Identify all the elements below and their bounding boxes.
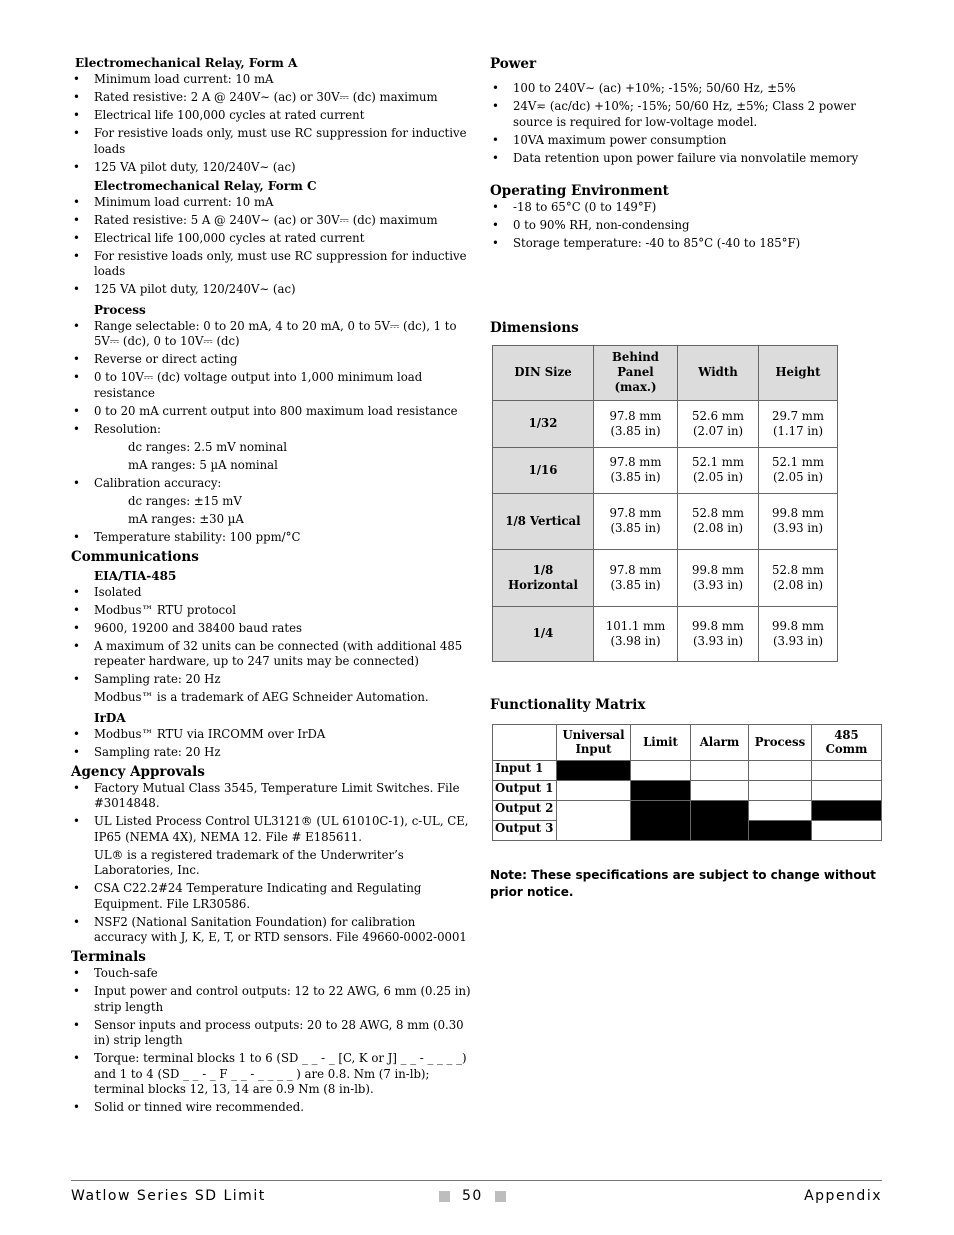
table-cell: 99.8 mm (3.93 in) xyxy=(759,606,838,661)
table-cell: 97.8 mm (3.85 in) xyxy=(594,400,678,447)
eia-list xyxy=(71,585,471,688)
footer-product-name: Watlow Series SD Limit xyxy=(71,1188,266,1204)
process-heading: Process xyxy=(94,302,146,317)
agency-heading: Agency Approvals xyxy=(71,763,205,780)
stability-list xyxy=(71,530,471,546)
list-item: • 9600, 19200 and 38400 baud rates xyxy=(71,621,471,637)
matrix-row xyxy=(493,760,882,780)
matrix-cell xyxy=(557,800,631,840)
list-item: • For resistive loads only, must use RC suppression for inductive loads xyxy=(71,126,471,157)
square-icon xyxy=(439,1191,450,1202)
list-item: • Modbus™ RTU via IRCOMM over IrDA xyxy=(71,727,471,743)
agency-list xyxy=(71,781,471,846)
matrix-cell xyxy=(749,780,812,800)
list-item: • Factory Mutual Class 3545, Temperature Limit Switches. File #3014848. xyxy=(71,781,471,812)
matrix-cell xyxy=(749,800,812,820)
header-height: Height xyxy=(759,345,838,400)
header-width: Width xyxy=(678,345,759,400)
table-cell: 97.8 mm (3.85 in) xyxy=(594,447,678,493)
calibration-dc: dc ranges: ±15 mV xyxy=(128,493,242,508)
list-item: • 100 to 240V∼ (ac) +10%; -15%; 50/60 Hz, ±5% xyxy=(490,81,882,97)
table-cell: 99.8 mm (3.93 in) xyxy=(759,493,838,549)
din-size-cell: 1/32 xyxy=(493,400,594,447)
terminals-list xyxy=(71,966,471,1116)
row-label-output-3: Output 3 xyxy=(493,820,557,840)
matrix-cell xyxy=(557,780,631,800)
page-number: 50 xyxy=(462,1188,483,1204)
row-label-output-1: Output 1 xyxy=(493,780,557,800)
list-item: • 0 to 10V⎓ (dc) voltage output into 1,000 minimum load resistance xyxy=(71,370,471,401)
header-universal-input: Universal Input xyxy=(557,724,631,760)
table-row xyxy=(493,606,838,661)
list-item: • Reverse or direct acting xyxy=(71,352,471,368)
left-column xyxy=(71,55,471,1118)
table-cell: 97.8 mm (3.85 in) xyxy=(594,549,678,606)
din-size-cell: 1/16 xyxy=(493,447,594,493)
environment-list xyxy=(490,200,882,252)
table-cell: 52.1 mm (2.05 in) xyxy=(759,447,838,493)
list-item: • Torque: terminal blocks 1 to 6 (SD _ _ - _ [C, K or J] _ _ - _ _ _ _) and 1 to 4 (SD _ _ - _ F _ _ - _ _ _ _ ) are 0.8. Nm (7 in-lb); terminal blocks 12, 13, 14 are 0.9 Nm (8 in-lb). xyxy=(71,1051,471,1098)
relay-c-heading: Electromechanical Relay, Form C xyxy=(94,178,317,193)
matrix-cell-filled xyxy=(631,800,691,840)
row-label-input-1: Input 1 xyxy=(493,760,557,780)
list-item: • Sampling rate: 20 Hz xyxy=(71,745,471,761)
list-item: • Isolated xyxy=(71,585,471,601)
table-cell: 97.8 mm (3.85 in) xyxy=(594,493,678,549)
list-item: • 125 VA pilot duty, 120/240V∼ (ac) xyxy=(71,160,471,176)
relay-a-list xyxy=(71,72,471,175)
dimensions-table xyxy=(492,345,838,662)
list-item: • Calibration accuracy: xyxy=(71,476,471,492)
process-list xyxy=(71,319,471,438)
list-item: • Rated resistive: 5 A @ 240V∼ (ac) or 30V⎓ (dc) maximum xyxy=(71,213,471,229)
relay-c-list xyxy=(71,195,471,298)
list-item: • A maximum of 32 units can be connected (with additional 485 repeater hardware, up to 247 units may be connected) xyxy=(71,639,471,670)
right-column xyxy=(490,55,882,901)
list-item: • Solid or tinned wire recommended. xyxy=(71,1100,471,1116)
terminals-heading: Terminals xyxy=(71,949,146,965)
resolution-dc: dc ranges: 2.5 mV nominal xyxy=(128,439,288,454)
list-item: • CSA C22.2#24 Temperature Indicating and Regulating Equipment. File LR30586. xyxy=(71,881,471,912)
matrix-row xyxy=(493,780,882,800)
header-alarm: Alarm xyxy=(691,724,749,760)
matrix-cell xyxy=(631,760,691,780)
list-item: • Sampling rate: 20 Hz xyxy=(71,672,471,688)
matrix-cell xyxy=(749,760,812,780)
list-item: • Minimum load current: 10 mA xyxy=(71,195,471,211)
list-item: • Resolution: xyxy=(71,422,471,438)
table-cell: 52.6 mm (2.07 in) xyxy=(678,400,759,447)
table-header-row xyxy=(493,345,838,400)
list-item: • Minimum load current: 10 mA xyxy=(71,72,471,88)
dimensions-heading: Dimensions xyxy=(490,319,579,336)
power-list xyxy=(490,81,882,166)
list-item: • 0 to 90% RH, non-condensing xyxy=(490,218,882,234)
calibration-list xyxy=(71,476,471,492)
din-size-cell: 1/8 Horizontal xyxy=(493,549,594,606)
list-item: • 0 to 20 mA current output into 800 maximum load resistance xyxy=(71,404,471,420)
irda-heading: IrDA xyxy=(94,710,126,725)
irda-list xyxy=(71,727,471,761)
header-limit: Limit xyxy=(631,724,691,760)
environment-heading: Operating Environment xyxy=(490,183,669,199)
list-item: • 24V≂ (ac/dc) +10%; -15%; 50/60 Hz, ±5%; Class 2 power source is required for low-voltage model. xyxy=(490,99,882,130)
list-item: • Data retention upon power failure via nonvolatile memory xyxy=(490,151,882,167)
table-row xyxy=(493,400,838,447)
list-item: • Rated resistive: 2 A @ 240V∼ (ac) or 30V⎓ (dc) maximum xyxy=(71,90,471,106)
row-label-output-2: Output 2 xyxy=(493,800,557,820)
table-cell: 52.1 mm (2.05 in) xyxy=(678,447,759,493)
list-item: • 10VA maximum power consumption xyxy=(490,133,882,149)
list-item: • 125 VA pilot duty, 120/240V∼ (ac) xyxy=(71,282,471,298)
matrix-cell-filled xyxy=(557,760,631,780)
header-process: Process xyxy=(749,724,812,760)
list-item: • Electrical life 100,000 cycles at rated current xyxy=(71,231,471,247)
matrix-cell xyxy=(691,760,749,780)
table-cell: 99.8 mm (3.93 in) xyxy=(678,549,759,606)
table-cell: 29.7 mm (1.17 in) xyxy=(759,400,838,447)
list-item: • UL Listed Process Control UL3121® (UL 61010C-1), c-UL, CE, IP65 (NEMA 4X), NEMA 12. File # E185611. xyxy=(71,814,471,845)
list-item: • Storage temperature: -40 to 85°C (-40 to 185°F) xyxy=(490,236,882,252)
matrix-row xyxy=(493,800,882,820)
modbus-trademark-note: Modbus™ is a trademark of AEG Schneider Automation. xyxy=(94,690,429,704)
agency-list-cont xyxy=(71,881,471,946)
table-row xyxy=(493,493,838,549)
calibration-ma: mA ranges: ±30 µA xyxy=(128,511,244,526)
table-row xyxy=(493,447,838,493)
footer-page-number-group xyxy=(439,1188,506,1204)
list-item: • Range selectable: 0 to 20 mA, 4 to 20 mA, 0 to 5V⎓ (dc), 1 to 5V⎓ (dc), 0 to 10V⎓ (dc) xyxy=(71,319,471,350)
list-item: • Electrical life 100,000 cycles at rated current xyxy=(71,108,471,124)
table-row xyxy=(493,549,838,606)
square-icon xyxy=(495,1191,506,1202)
header-din-size: DIN Size xyxy=(493,345,594,400)
matrix-cell xyxy=(812,760,882,780)
matrix-heading: Functionality Matrix xyxy=(490,696,646,713)
header-behind-panel: Behind Panel (max.) xyxy=(594,345,678,400)
list-item: • Input power and control outputs: 12 to 22 AWG, 6 mm (0.25 in) strip length xyxy=(71,984,471,1015)
matrix-cell-filled xyxy=(691,800,749,840)
list-item: • Modbus™ RTU protocol xyxy=(71,603,471,619)
matrix-header-row xyxy=(493,724,882,760)
list-item: • Temperature stability: 100 ppm/°C xyxy=(71,530,471,546)
matrix-cell-filled xyxy=(631,780,691,800)
list-item: • Sensor inputs and process outputs: 20 to 28 AWG, 8 mm (0.30 in) strip length xyxy=(71,1018,471,1049)
matrix-corner xyxy=(493,724,557,760)
table-cell: 99.8 mm (3.93 in) xyxy=(678,606,759,661)
din-size-cell: 1/8 Vertical xyxy=(493,493,594,549)
table-cell: 52.8 mm (2.08 in) xyxy=(759,549,838,606)
list-item: • NSF2 (National Sanitation Foundation) for calibration accuracy with J, K, E, T, or RTD sensors. File 49660-0002-0001 xyxy=(71,915,471,946)
table-cell: 52.8 mm (2.08 in) xyxy=(678,493,759,549)
footer-section-name: Appendix xyxy=(804,1188,882,1204)
list-item: • For resistive loads only, must use RC suppression for inductive loads xyxy=(71,249,471,280)
matrix-cell-filled xyxy=(749,820,812,840)
page-footer xyxy=(71,1188,882,1208)
list-item: • Touch-safe xyxy=(71,966,471,982)
specifications-note: Note: These specifications are subject to change without prior notice. xyxy=(490,867,876,899)
power-heading: Power xyxy=(490,56,537,72)
footer-divider xyxy=(71,1180,882,1181)
table-cell: 101.1 mm (3.98 in) xyxy=(594,606,678,661)
header-485-comm: 485 Comm xyxy=(812,724,882,760)
relay-a-heading: Electromechanical Relay, Form A xyxy=(75,56,298,70)
ul-trademark-note: UL® is a registered trademark of the Underwriter’s Laboratories, Inc. xyxy=(94,847,404,877)
resolution-ma: mA ranges: 5 µA nominal xyxy=(128,457,278,472)
matrix-cell-filled xyxy=(812,800,882,820)
din-size-cell: 1/4 xyxy=(493,606,594,661)
functionality-matrix xyxy=(492,724,882,841)
matrix-cell xyxy=(691,780,749,800)
eia-heading: EIA/TIA-485 xyxy=(94,568,177,583)
matrix-cell xyxy=(812,780,882,800)
list-item: • -18 to 65°C (0 to 149°F) xyxy=(490,200,882,216)
matrix-cell xyxy=(812,820,882,840)
communications-heading: Communications xyxy=(71,548,199,565)
